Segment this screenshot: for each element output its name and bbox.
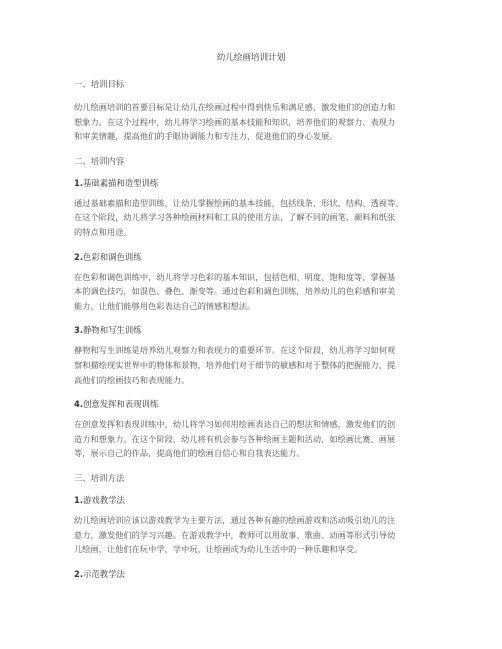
subheading-demo-teaching xyxy=(74,568,428,580)
item-title: 游戏教学法 xyxy=(83,494,125,505)
item-title: 静物和写生训练 xyxy=(83,325,142,336)
item-title: 示范教学法 xyxy=(83,568,125,579)
subheading-still-life xyxy=(74,324,428,336)
item-number: 1. xyxy=(74,177,84,188)
document-title: 幼儿绘画培训计划 xyxy=(216,53,286,63)
section-heading-goals: 一、培训目标 xyxy=(74,79,125,89)
text-line: 在色彩和调色训练中，幼儿将学习色彩的基本知识，包括色相、明度、饱和度等，掌握基 xyxy=(74,271,396,282)
text-line: 本的调色技巧，如混色、叠色、渐变等。通过色彩和调色训练，培养幼儿的色彩感和审美 xyxy=(74,286,396,297)
text-line: 的特点和用途。 xyxy=(74,226,132,237)
text-line: 能力，让他们能够用色彩表达自己的情感和想法。 xyxy=(74,300,256,311)
text-line: 通过基础素描和造型训练，让幼儿掌握绘画的基本技能，包括线条、形状、结构、透视等。 xyxy=(74,197,404,208)
subheading-sketch xyxy=(74,177,428,189)
text-line: 察和描绘现实世界中的物体和景物，培养他们对于细节的敏感和对于整体的把握能力，提 xyxy=(74,359,396,370)
text-line: 造力和想象力。在这个阶段，幼儿将有机会参与各种绘画主题和活动，如绘画比赛、画展 xyxy=(74,433,396,444)
text-line: 高他们的绘画技巧和表现能力。 xyxy=(74,374,190,385)
text-line: 和审美情趣，提高他们的手眼协调能力和专注力，促进他们的身心发展。 xyxy=(74,131,338,142)
item-title: 色彩和调色训练 xyxy=(83,251,142,262)
paragraph-still-life xyxy=(74,343,428,387)
paragraph-sketch xyxy=(74,196,428,240)
subheading-color xyxy=(74,251,428,263)
item-number: 2. xyxy=(74,568,84,579)
text-line: 在这个阶段，幼儿将学习各种绘画材料和工具的使用方法，了解不同的画笔、颜料和纸张 xyxy=(74,212,396,223)
text-line: 等，展示自己的作品，提高他们的绘画自信心和自我表达能力。 xyxy=(74,448,305,459)
item-number: 2. xyxy=(74,251,84,262)
subheading-creative xyxy=(74,398,428,410)
text-line: 在创意发挥和表现训练中，幼儿将学习如何用绘画表达自己的想法和情感，激发他们的创 xyxy=(74,419,396,430)
item-title: 创意发挥和表现训练 xyxy=(83,399,159,410)
item-number: 3. xyxy=(74,325,84,336)
text-line: 静物和写生训练是培养幼儿观察力和表现力的重要环节。在这个阶段，幼儿将学习如何观 xyxy=(74,345,396,356)
text-line: 幼儿绘画培训的首要目标是让幼儿在绘画过程中得到快乐和满足感，激发他们的创造力和 xyxy=(74,102,396,112)
text-line: 儿绘画，让他们在玩中学，学中玩，让绘画成为幼儿生活中的一种乐趣和享受。 xyxy=(74,544,363,555)
section-heading-content: 二、培训内容 xyxy=(74,155,125,166)
paragraph-game-teaching xyxy=(74,513,428,557)
item-number: 4. xyxy=(74,399,84,410)
item-title: 基础素描和造型训练 xyxy=(83,177,159,188)
text-line: 幼儿绘画培训应该以游戏教学为主要方法，通过各种有趣的绘画游戏和活动吸引幼儿的注 xyxy=(74,514,396,525)
subheading-game-teaching xyxy=(74,494,428,506)
section-heading-methods: 三、培训方法 xyxy=(74,472,125,483)
item-number: 1. xyxy=(74,494,84,505)
text-line: 意力，激发他们的学习兴趣。在游戏教学中，教师可以用故事、歌曲、动画等形式引导幼 xyxy=(74,529,396,540)
text-line: 想象力。在这个过程中，幼儿将学习绘画的基本技能和知识，培养他们的观察力、表现力 xyxy=(74,116,396,127)
paragraph-goals xyxy=(74,100,428,144)
paragraph-color xyxy=(74,270,428,314)
paragraph-creative xyxy=(74,417,428,461)
